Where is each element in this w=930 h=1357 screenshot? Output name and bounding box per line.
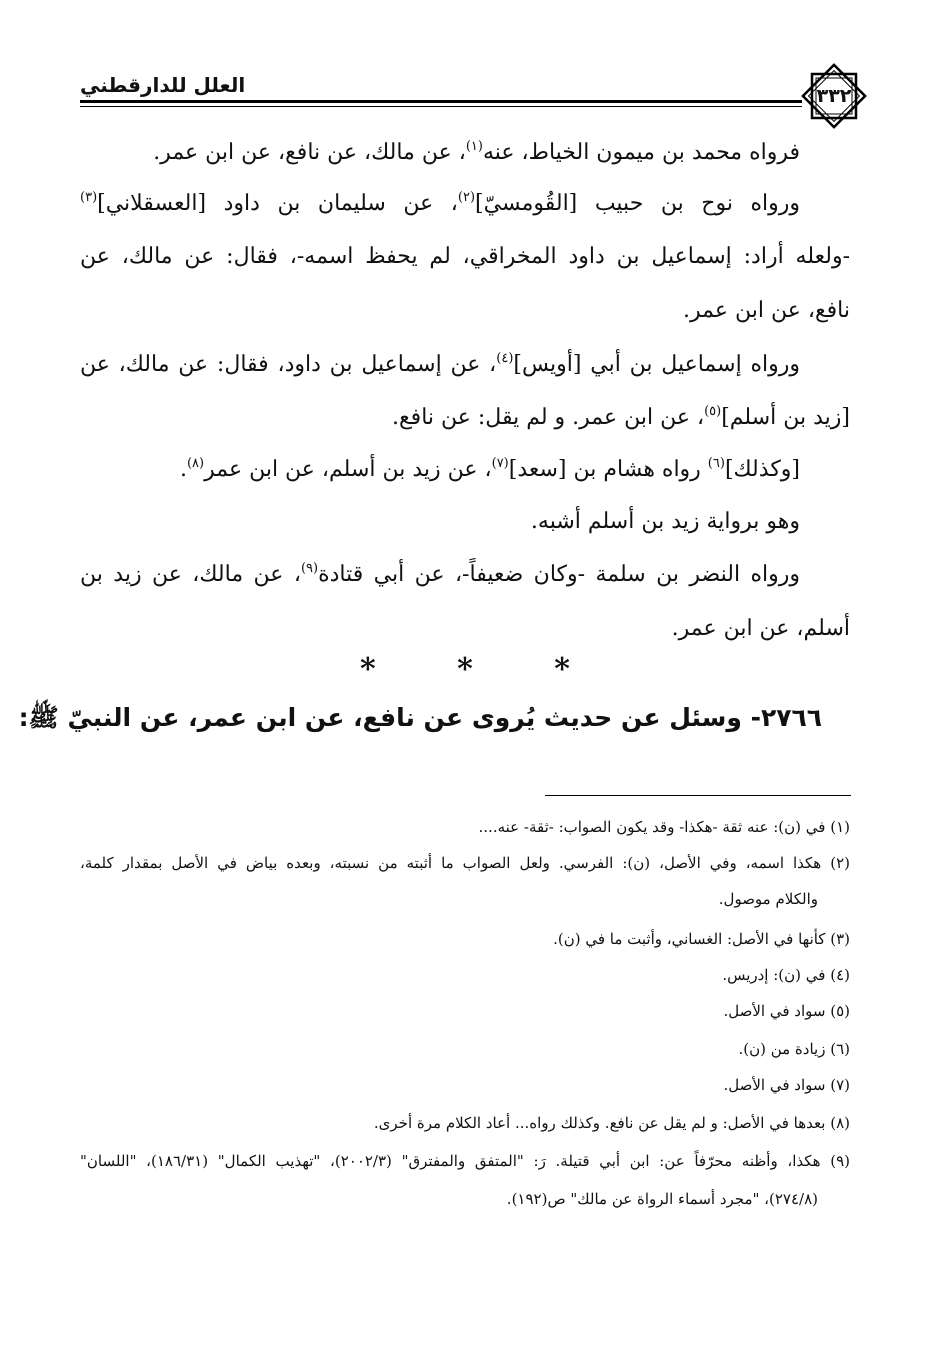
section-separator [360,652,570,687]
footnote-ref: (٧) [491,456,509,471]
entry-heading: ٢٧٦٦- وسئل عن حديث يُروى عن نافع، عن ابن عمر، عن النبيّ ﷺ: [18,703,822,732]
body-line: -ولعله أراد: إسماعيل بن داود المخراقي، لم يحفظ اسمه-، فقال: عن مالك، عن [80,244,850,269]
footnote: (١) في (ن): عنه ثقة -هكذا- وقد يكون الصواب: -ثقة- عنه.... [478,818,850,836]
footnote-ref: (٤) [496,351,514,366]
header-rule [80,100,802,103]
footnote-rule [545,795,851,796]
footnote-ref: (٣) [80,190,98,205]
footnote-ref: (٥) [704,404,722,419]
footnote-ref: (٩) [300,561,319,576]
page-number: ٣٣٢ [816,85,852,107]
footnote: (٥) سواد في الأصل. [723,1002,850,1020]
body-line: [وكذلك]$^{(٦)}$ رواه هشام بن [سعد]$^{(٧)}$، عن زيد بن أسلم، عن ابن عمر$^{(٨)}$. [179,456,800,482]
footnote-ref: (٨) [186,456,205,471]
footnote: (٧) سواد في الأصل. [723,1076,850,1094]
footnote: (٢) هكذا اسمه، وفي الأصل، (ن): الفرسي. ولعل الصواب ما أثبته من نسبته، وبعده بياض في الأصل بمقدار كلمة، [80,854,850,872]
footnote: (٣) كأنها في الأصل: الغساني، وأثبت ما في (ن). [553,930,850,948]
body-line: وهو برواية زيد بن أسلم أشبه. [530,509,800,534]
body-line: ورواه إسماعيل بن أبي [أويس]$^{(٤)}$، عن إسماعيل بن داود، فقال: عن مالك، عن [80,351,800,377]
footnote-continuation: (٢٧٤/٨)، "مجرد أسماء الرواة عن مالك" ص(١٩٢). [506,1190,818,1208]
footnote: (٦) زيادة من (ن). [738,1040,850,1058]
body-line: ورواه النضر بن سلمة -وكان ضعيفاً-، عن أبي قتادة$^{(٩)}$، عن مالك، عن زيد بن [80,561,801,587]
asterisk-icon: * [554,652,570,687]
asterisk-icon: * [360,652,376,687]
footnote-ref: (٦) [707,456,725,471]
body-line: نافع، عن ابن عمر. [683,298,850,323]
body-line: فرواه محمد بن ميمون الخياط، عنه$^{(١)}$، عن مالك، عن نافع، عن ابن عمر. [153,139,800,165]
footnote: (٩) هكذا، وأظنه محرّفاً عن: ابن أبي قتيلة. رَ: "المتفق والمفترق" (٢٠٠٢/٣)، "تهذيب الكمال" (١٨٦/٣١)، "اللسان" [80,1152,850,1170]
body-line: [زيد بن أسلم]$^{(٥)}$، عن ابن عمر. و لم يقل: عن نافع. [391,404,850,430]
asterisk-icon: * [457,652,473,687]
footnote-ref: (٢) [457,190,476,205]
page-number-badge [800,62,868,130]
footnote-ref: (١) [465,139,483,154]
footnote: (٨) بعدها في الأصل: و لم يقل عن نافع. وكذلك رواه... أعاد الكلام مرة أخرى. [373,1114,850,1132]
running-title: العلل للدارقطني [80,73,246,97]
footnote-continuation: والكلام موصول. [718,890,818,908]
body-line: ورواه نوح بن حبيب [القُومسيّ]$^{(٢)}$، عن سليمان بن داود [العسقلاني]$^{(٣)}$ [80,190,800,216]
footnote: (٤) في (ن): إدريس. [722,966,850,984]
body-line: أسلم، عن ابن عمر. [671,616,850,641]
header-rule-thin [80,106,802,107]
